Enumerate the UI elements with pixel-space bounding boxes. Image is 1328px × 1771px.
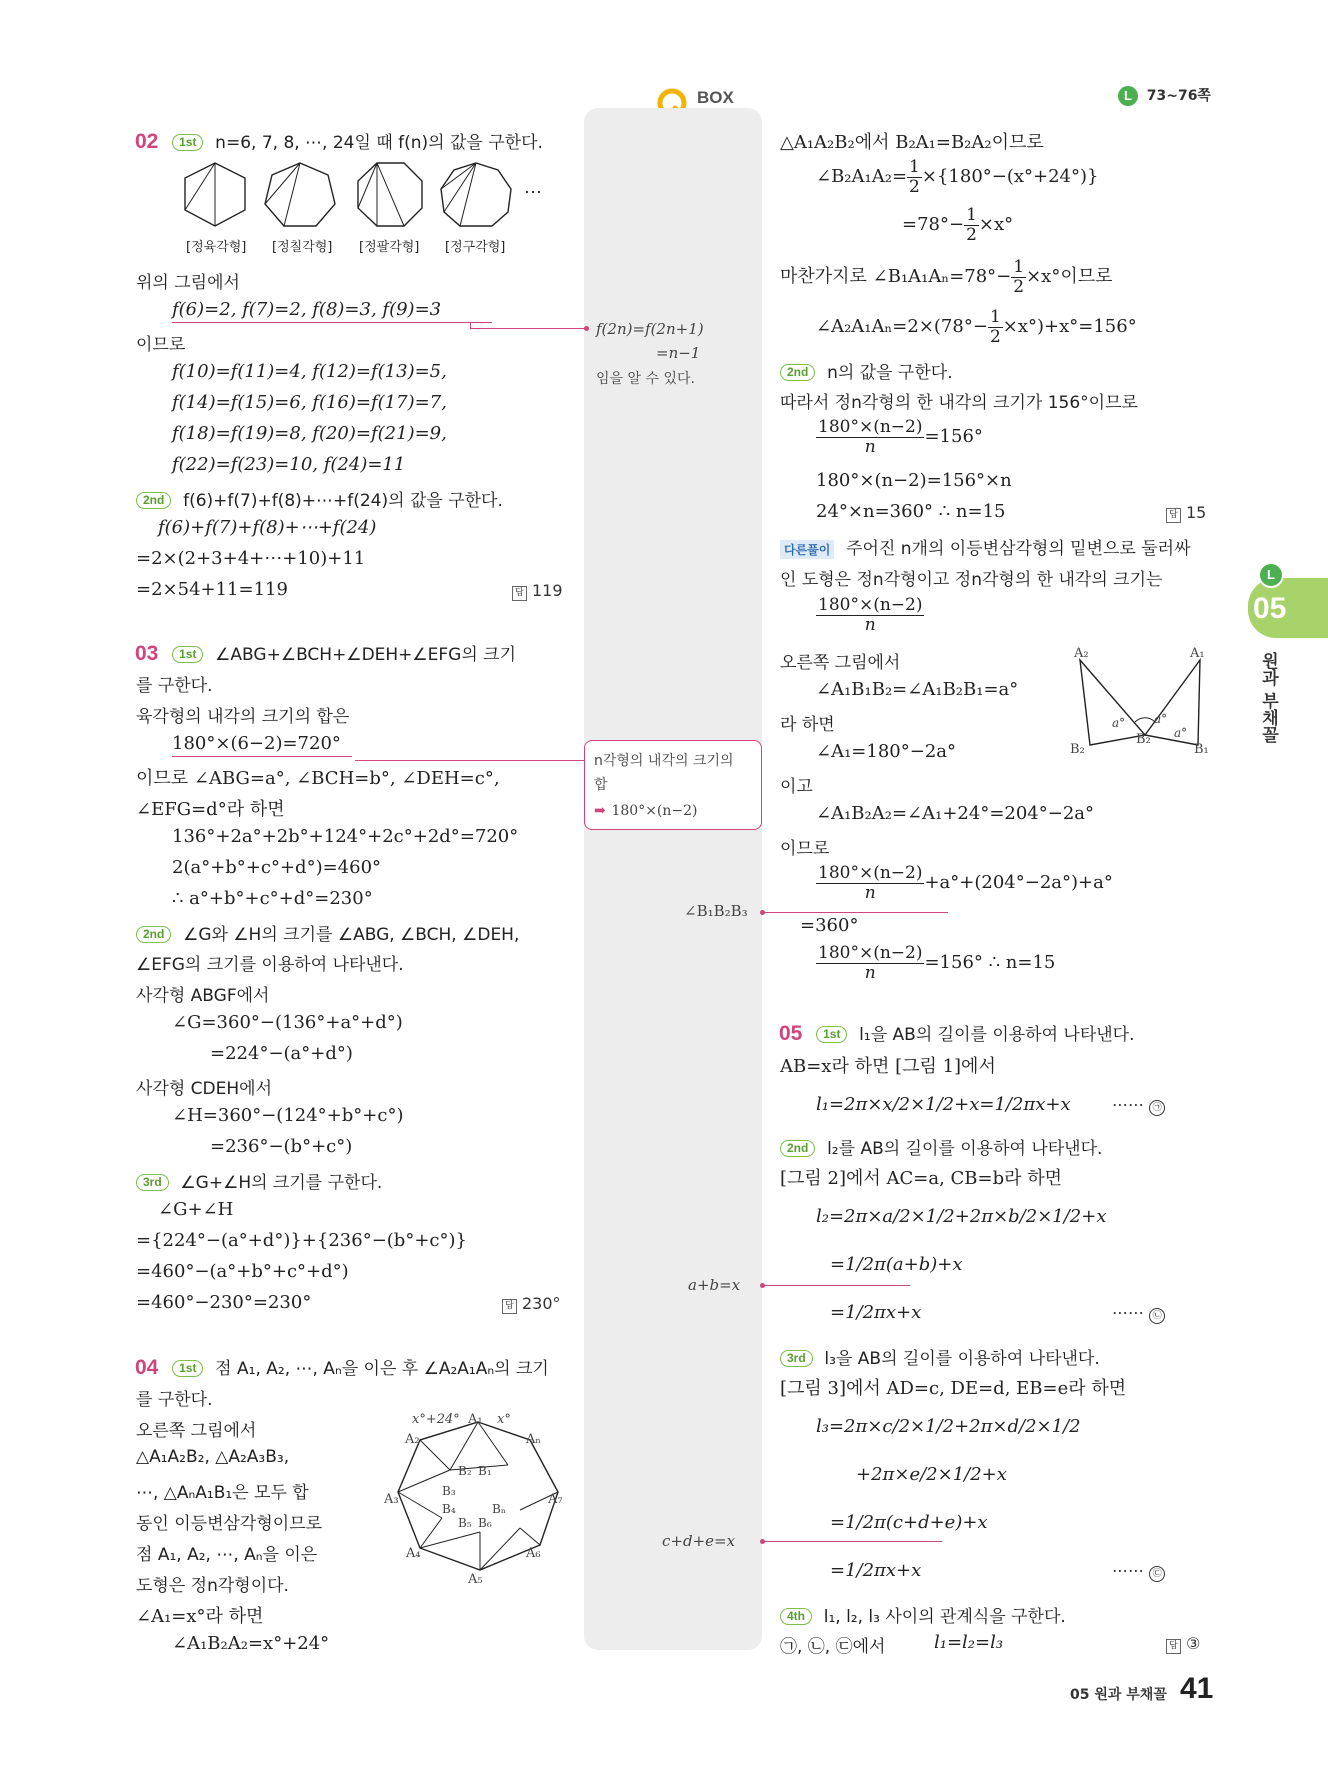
math-line — [816, 864, 1113, 902]
connector-line — [470, 322, 471, 329]
fig-label: A₂ — [405, 1432, 420, 1447]
other-solution-row — [780, 534, 1191, 559]
text-line: 육각형의 내각의 크기의 합은 — [136, 707, 350, 727]
box-note-2-line2: 합 — [594, 777, 608, 793]
math-line: l₁=l₂=l₃ — [934, 1632, 1004, 1653]
page-range: 73~76쪽 — [1146, 88, 1211, 104]
side-tab-l-badge: L — [1258, 562, 1284, 588]
text-line: 따라서 정n각형의 한 내각의 크기가 156°이므로 — [780, 393, 1138, 413]
text-line: ⋯, △AₙA₁B₁은 모두 합 — [136, 1483, 309, 1503]
math-line: f(6)+f(7)+f(8)+⋯+f(24) — [158, 517, 377, 538]
math-line: 24°×n=360° ∴ n=15 — [816, 501, 1006, 522]
text-line: 사각형 ABGF에서 — [136, 986, 270, 1006]
step-text: n=6, 7, 8, ⋯, 24일 때 f(n)의 값을 구한다. — [215, 133, 543, 153]
box-column — [584, 108, 762, 1650]
text-line: 사각형 CDEH에서 — [136, 1079, 272, 1099]
text-line: ㉠, ㉡, ㉢에서 — [780, 1637, 886, 1657]
math-line: ={224°−(a°+d°)}+{236°−(b°+c°)} — [136, 1230, 467, 1251]
step-text: l₂를 AB의 길이를 이용하여 나타낸다. — [827, 1139, 1103, 1159]
step-3-row — [780, 1344, 1100, 1369]
step-badge: 3rd — [780, 1350, 813, 1367]
answer — [1166, 1634, 1200, 1654]
math-line: =224°−(a°+d°) — [210, 1043, 353, 1064]
step-text: f(6)+f(7)+f(8)+⋯+f(24)의 값을 구한다. — [183, 491, 503, 511]
step-4-row — [780, 1602, 1066, 1627]
step-badge: 3rd — [136, 1174, 169, 1191]
fig-label: A₄ — [406, 1546, 421, 1561]
box-label: BOX — [697, 88, 734, 107]
step-text: ∠ABG+∠BCH+∠DEH+∠EFG의 크기 — [215, 645, 517, 665]
fig-label: a° — [1154, 712, 1168, 726]
problem-04-header — [135, 1354, 549, 1380]
answer-icon: 답 — [512, 586, 527, 601]
math-line: l₃=2π×c/2×1/2+2π×d/2×1/2 — [816, 1416, 1081, 1437]
math-line: ∠A₁=180°−2a° — [816, 741, 957, 762]
math-seg: ×x°이므로 — [1026, 266, 1113, 288]
text-line: 도형은 정n각형이다. — [136, 1576, 289, 1596]
fraction: $\frac{180^\circ\times(n-2)}{n}$ — [818, 595, 923, 635]
fraction: $\frac{180^\circ\times(n-2)}{n}$ — [818, 943, 923, 983]
step-badge: 1st — [172, 646, 203, 663]
fig-label: A₅ — [468, 1572, 483, 1587]
connector-line — [762, 1541, 942, 1542]
fig-label: B₃ — [442, 1484, 456, 1498]
step-badge: 1st — [172, 1360, 203, 1377]
fig-label: A₇ — [548, 1492, 563, 1507]
math-line: =1/2πx+x — [830, 1560, 922, 1581]
text-line: 동인 이등변삼각형이므로 — [136, 1514, 323, 1534]
page-range-badge — [1118, 84, 1211, 106]
math-line: =460°−230°=230° — [136, 1292, 312, 1313]
step-badge: 1st — [816, 1026, 847, 1043]
connector-line — [762, 1285, 910, 1286]
connector-line — [762, 912, 948, 913]
step-2-row — [136, 920, 519, 945]
math-seg: =156° — [924, 426, 983, 448]
text-line: 라 하면 — [780, 715, 835, 735]
fig-label: x°+24° — [412, 1412, 460, 1427]
step-badge: 1st — [172, 134, 203, 151]
fig-label: x° — [497, 1412, 511, 1427]
fraction: $\frac{1}{2}$ — [1013, 257, 1025, 297]
math-line — [780, 258, 1113, 296]
math-line: =460°−(a°+b°+c°+d°) — [136, 1261, 349, 1282]
math-line: =360° — [800, 915, 859, 936]
math-line: f(14)=f(15)=6, f(16)=f(17)=7, — [172, 392, 447, 413]
problem-number: 02 — [135, 130, 159, 153]
step-badge: 2nd — [136, 926, 171, 943]
fig-label: B₁ — [1194, 742, 1209, 757]
box-note-3: ∠B₁B₂B₃ — [684, 902, 748, 920]
box-note-4: a+b=x — [688, 1276, 741, 1294]
answer — [1166, 503, 1206, 523]
text-line: 인 도형은 정n각형이고 정n각형의 한 내각의 크기는 — [780, 570, 1163, 590]
math-line: l₁=2π×x/2×1/2+x=1/2πx+x — [816, 1094, 1071, 1115]
math-line: =1/2π(a+b)+x — [830, 1254, 963, 1275]
math-line — [816, 308, 1137, 346]
mark-2: ㉡ — [1149, 1308, 1165, 1324]
box-note-2-value: 180°×(n−2) — [611, 803, 698, 819]
fig-label: a° — [1174, 726, 1188, 740]
connector-line — [470, 328, 586, 329]
polygon-caption-heptagon: [정칠각형] — [272, 240, 333, 255]
math-line: 2(a°+b°+c°+d°)=460° — [172, 857, 382, 878]
math-line: f(10)=f(11)=4, f(12)=f(13)=5, — [172, 361, 447, 382]
polygon-caption-hexagon: [정육각형] — [186, 240, 247, 255]
math-seg: ×{180°−(x°+24°)} — [921, 166, 1099, 188]
fig-label: B₆ — [478, 1516, 492, 1530]
step-2-row — [780, 1134, 1102, 1159]
problem-number: 04 — [135, 1356, 159, 1379]
answer-value: 230° — [522, 1294, 561, 1313]
math-line: 136°+2a°+2b°+124°+2c°+2d°=720° — [172, 826, 519, 847]
text-line: 이고 — [780, 777, 813, 797]
answer — [512, 581, 563, 601]
problem-number: 03 — [135, 642, 159, 665]
math-line: 180°×(6−2)=720° — [172, 733, 341, 754]
step-text: l₁을 AB의 길이를 이용하여 나타낸다. — [859, 1025, 1135, 1045]
text-line: 이므로 — [780, 839, 830, 859]
fraction: $\frac{1}{2}$ — [909, 157, 920, 197]
math-line: f(6)=2, f(7)=2, f(8)=3, f(9)=3 — [172, 299, 442, 320]
fig-label: A₂ — [1074, 646, 1089, 661]
text-line: 오른쪽 그림에서 — [136, 1421, 257, 1441]
step-badge: 2nd — [780, 1140, 815, 1157]
polygon-caption-nonagon: [정구각형] — [445, 240, 506, 255]
fraction: $\frac{180^\circ\times(n-2)}{n}$ — [818, 863, 923, 903]
math-line — [816, 418, 983, 456]
math-line: =2×54+11=119 — [136, 579, 288, 600]
math-line: ∠A₁B₂A₂=∠A₁+24°=204°−2a° — [816, 803, 1095, 824]
fraction: $\frac{180^\circ\times(n-2)}{n}$ — [818, 417, 923, 457]
math-line: =2×(2+3+4+⋯+10)+11 — [136, 548, 366, 569]
step-text: l₁, l₂, l₃ 사이의 관계식을 구한다. — [823, 1607, 1066, 1627]
math-seg: ∠B₂A₁A₂= — [816, 166, 908, 188]
side-tab-number: 05 — [1253, 592, 1287, 625]
fig-label: Bₙ — [492, 1502, 507, 1516]
problem-05-header — [779, 1020, 1135, 1046]
arrow-right-icon: ➡ — [594, 803, 606, 819]
footer-chapter: 05 원과 부채꼴 — [1070, 1687, 1167, 1703]
answer-value: 15 — [1186, 503, 1207, 522]
step-text-cont: 를 구한다. — [136, 1390, 213, 1410]
answer-icon: 답 — [1166, 508, 1181, 523]
math-line: =236°−(b°+c°) — [210, 1136, 353, 1157]
step-text-cont: ∠EFG의 크기를 이용하여 나타낸다. — [136, 955, 404, 975]
math-line: [그림 3]에서 AD=c, DE=d, EB=e라 하면 — [780, 1378, 1127, 1399]
other-solution-badge: 다른풀이 — [780, 540, 834, 559]
nonagon-figure — [441, 163, 511, 226]
math-line: f(18)=f(19)=8, f(20)=f(21)=9, — [172, 423, 447, 444]
heptagon-figure — [265, 163, 335, 226]
fraction: $\frac{1}{2}$ — [966, 205, 977, 245]
math-line: [그림 2]에서 AC=a, CB=b라 하면 — [780, 1168, 1063, 1189]
fraction: $\frac{1}{2}$ — [989, 307, 1001, 347]
step-text: l₃을 AB의 길이를 이용하여 나타낸다. — [824, 1349, 1100, 1369]
connector-line — [355, 760, 585, 761]
math-line: f(22)=f(23)=10, f(24)=11 — [172, 454, 406, 475]
box-note-2-line3 — [594, 799, 698, 820]
math-line: ∠G=360°−(136°+a°+d°) — [172, 1012, 403, 1033]
math-line: ∠A₁B₂A₂=x°+24° — [172, 1633, 330, 1654]
math-line: AB=x라 하면 [그림 1]에서 — [780, 1056, 996, 1077]
connector-dot — [584, 326, 589, 331]
box-note-1-line2: =n−1 — [656, 344, 701, 362]
step-badge: 4th — [780, 1608, 812, 1625]
step-text: ∠G와 ∠H의 크기를 ∠ABG, ∠BCH, ∠DEH, — [183, 925, 520, 945]
step-3-row — [136, 1168, 382, 1193]
box-note-1-line3: 임을 알 수 있다. — [596, 371, 695, 387]
math-seg: +a°+(204°−2a°)+a° — [924, 872, 1113, 894]
answer — [502, 1294, 561, 1314]
fig-label: B₂ — [458, 1464, 472, 1478]
math-line: +2π×e/2×1/2+x — [856, 1464, 1007, 1485]
answer-value: ③ — [1186, 1634, 1201, 1653]
math-seg: ∠A₂A₁Aₙ=2×(78°− — [816, 316, 988, 338]
math-line: ∠A₁=x°라 하면 — [136, 1606, 264, 1627]
math-line — [816, 944, 1055, 982]
box-note-2-line1: n각형의 내각의 크기의 — [594, 753, 734, 769]
math-line: ∴ a°+b°+c°+d°=230° — [172, 888, 373, 909]
text-line: 점 A₁, A₂, ⋯, Aₙ을 이은 — [136, 1545, 318, 1565]
fig-label: A₃ — [384, 1492, 399, 1507]
fig-label: A₁ — [468, 1412, 483, 1427]
math-seg: ×x°)+x°=156° — [1002, 316, 1137, 338]
fig-label: B₂ — [1136, 732, 1151, 747]
mark-1: ㉠ — [1149, 1100, 1165, 1116]
step-text-cont: 를 구한다. — [136, 676, 213, 696]
circled-mark: ⋯⋯ ㉡ — [1112, 1302, 1165, 1324]
step-badge: 2nd — [136, 492, 171, 509]
step-text: 점 A₁, A₂, ⋯, Aₙ을 이은 후 ∠A₂A₁Aₙ의 크기 — [215, 1359, 549, 1379]
fig-label: A₆ — [526, 1546, 541, 1561]
fig-label: B₅ — [458, 1516, 472, 1530]
math-line: l₂=2π×a/2×1/2+2π×b/2×1/2+x — [816, 1206, 1107, 1227]
problem-03-header — [135, 640, 516, 666]
fig-label: a° — [1112, 716, 1126, 730]
answer-icon: 답 — [1166, 1639, 1181, 1654]
polygon-caption-octagon: [정팔각형] — [359, 240, 420, 255]
step-text: n의 값을 구한다. — [827, 363, 953, 383]
step-badge: 2nd — [780, 364, 815, 381]
step-text: ∠G+∠H의 크기를 구한다. — [180, 1173, 383, 1193]
math-line: ∠EFG=d°라 하면 — [136, 799, 285, 820]
underline — [172, 322, 492, 323]
step-2-row — [136, 486, 503, 511]
math-seg: ×x° — [978, 214, 1014, 236]
math-line: △A₁A₂B₂에서 B₂A₁=B₂A₂이므로 — [780, 132, 1044, 153]
math-seg: =156° ∴ n=15 — [924, 952, 1056, 974]
math-line — [816, 596, 924, 634]
fig-label: A₁ — [1190, 646, 1205, 661]
text-line: △A₁A₂B₂, △A₂A₃B₃, — [136, 1447, 290, 1467]
polygon-ellipsis: ⋯ — [524, 182, 542, 203]
page-number: 41 — [1180, 1672, 1214, 1705]
math-line: ∠G+∠H — [158, 1199, 234, 1220]
math-line: =1/2πx+x — [830, 1302, 922, 1323]
answer-value: 119 — [532, 581, 563, 600]
math-seg: 마찬가지로 ∠B₁A₁Aₙ=78°− — [780, 266, 1012, 288]
text-line: 이므로 — [136, 335, 186, 355]
underline — [172, 756, 352, 757]
mark-3: ㉢ — [1149, 1566, 1165, 1582]
circled-mark: ⋯⋯ ㉠ — [1112, 1094, 1165, 1116]
math-line: 180°×(n−2)=156°×n — [816, 470, 1012, 491]
fig-label: B₂ — [1070, 742, 1085, 757]
problem-02-header — [135, 128, 543, 154]
math-seg: =78°− — [902, 214, 965, 236]
circled-mark: ⋯⋯ ㉢ — [1112, 1560, 1165, 1582]
text-line: 주어진 n개의 이등변삼각형의 밑변으로 둘러싸 — [846, 539, 1191, 559]
math-line: =1/2π(c+d+e)+x — [830, 1512, 988, 1533]
step-2-row — [780, 358, 953, 383]
problem-number: 05 — [779, 1022, 803, 1045]
fig-label: B₁ — [478, 1464, 492, 1478]
text-line: 위의 그림에서 — [136, 273, 240, 293]
fig-label: B₄ — [442, 1502, 456, 1516]
math-line — [816, 158, 1098, 196]
math-line: ∠A₁B₁B₂=∠A₁B₂B₁=a° — [816, 679, 1019, 700]
answer-icon: 답 — [502, 1299, 517, 1314]
math-line — [902, 206, 1013, 244]
l-badge-icon: L — [1118, 86, 1138, 106]
box-note-1-line1: f(2n)=f(2n+1) — [596, 320, 704, 338]
math-line: ∠H=360°−(124°+b°+c°) — [172, 1105, 404, 1126]
math-line: 이므로 ∠ABG=a°, ∠BCH=b°, ∠DEH=c°, — [136, 768, 500, 789]
fig-label: Aₙ — [526, 1432, 542, 1447]
text-line: 오른쪽 그림에서 — [780, 653, 901, 673]
box-note-5: c+d+e=x — [662, 1532, 736, 1550]
side-tab-title: 원과 부채꼴 — [1258, 652, 1278, 743]
